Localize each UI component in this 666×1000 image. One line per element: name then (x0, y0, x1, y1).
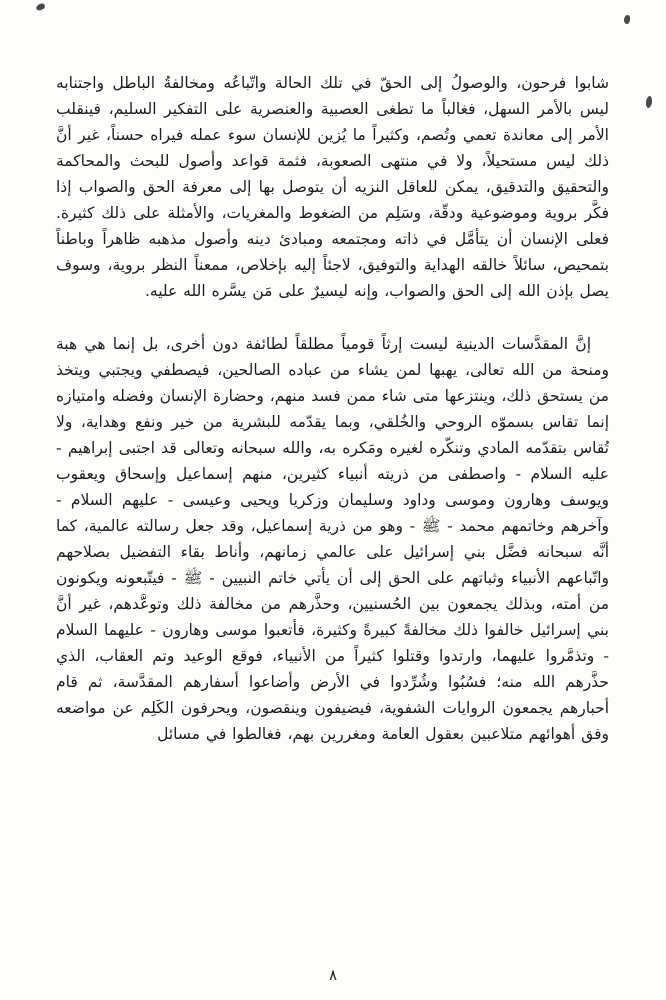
scan-speck-icon (645, 96, 653, 109)
paragraph-continuation: شابوا فرحون، والوصولُ إلى الحقّ في تلك الحالة واتّباعُه ومخالفةُ الباطل واجتنابه ليس بالأمر السهل، فغالباً ما تطغى العصبية والعنصرية على التفكير السليم، فينقلب الأمر إلى معاندة تعمي وتُصم، وكثيراً ما يُزين للإنسان سوء عمله فيراه حسناً، غير أنَّ ذلك ليس مستحيلاً، ولا في منتهى الصعوبة، فثمة قواعد وأصول للبحث والمحاكمة والتحقيق والتدقيق، يمكن للعاقل النزيه أن يتوصل بها إلى معرفة الحق والصواب إذا فكَّر بروية وموضوعية ودقّة، وسَلِم من الضغوط والمغريات، والأمثلة على ذلك كثيرة. فعلى الإنسان أن يتأمَّل في ذاته ومجتمعه ومبادئ دينه وأصول مذهبه ظاهراً وباطناً بتمحيص، سائلاً خالقه الهداية والتوفيق، لاجئاً إليه بإخلاص، ممعناً النظر بروية، وسوف يصل بإذن الله إلى الحق والصواب، وإنه ليسيرٌ على مَن يسَّره الله عليه. (56, 74, 609, 300)
page-text (56, 70, 609, 747)
scan-speck-icon (35, 3, 46, 12)
page-number: ٨ (328, 966, 338, 984)
scan-speck-icon (623, 14, 631, 24)
paragraph: إنَّ المقدَّسات الدينية ليست إرثاً قومياً مطلقاً لطائفة دون أخرى، بل إنما هي هبة ومنحة من الله تعالى، يهبها لمن يشاء من عباده الصالحين، فيصطفي ويجتبي ويتخذ من يستحق ذلك، وينتزعها متى شاء ممن فسد منهم، وحضارة الإنسان وفضله وامتيازه إنما تقاس بسموّه الروحي والخُلقي، وبما يقدّمه للبشرية من خير ونفع وهداية، ولا تُقاس بتقدّمه المادي وتنكّره لغيره ومَكره به، والله سبحانه وتعالى قد اجتبى إبراهيم - عليه السلام - واصطفى من ذريته أنبياء كثيرين، منهم إسماعيل وإسحاق ويعقوب ويوسف وهارون وموسى وداود وسليمان وزكريا ويحيى وعيسى - عليهم السلام - وآخرهم وخاتمهم محمد - ﷺ - وهو من ذرية إسماعيل، وقد جعل رسالته عالمية، كما أنَّه سبحانه فضَّل بني إسرائيل على عالمي زمانهم، وأناط بقاء التفضيل بصلاحهم واتّباعهم الأنبياء وثباتهم على الحق إلى أن يأتي خاتم النبيين - ﷺ - فيتّبعونه ويكونون من أمته، وبذلك يجمعون بين الحُسنيين، وحذَّرهم من مخالفة ذلك وتوعَّدهم، غير أنَّ بني إسرائيل خالفوا ذلك مخالفةً كبيرةً وكثيرة، فأتعبوا موسى وهارون - عليهما السلام - وتذمَّروا عليهما، وارتدوا وقتلوا كثيراً من الأنبياء، فوقع الوعيد وتم العقاب، الذي حذَّرهم الله منه؛ فسُبُوا وشُرِّدوا في الأرض وأضاعوا أسفارهم المقدَّسة، ثم قام أحبارهم يجمعون الروايات الشفوية، فيضيفون وينقصون، ويحرفون الكَلِم عن مواضعه وفق أهوائهم متلاعبين بعقول العامة ومغررين بهم، فغالطوا في مسائل (56, 335, 609, 743)
